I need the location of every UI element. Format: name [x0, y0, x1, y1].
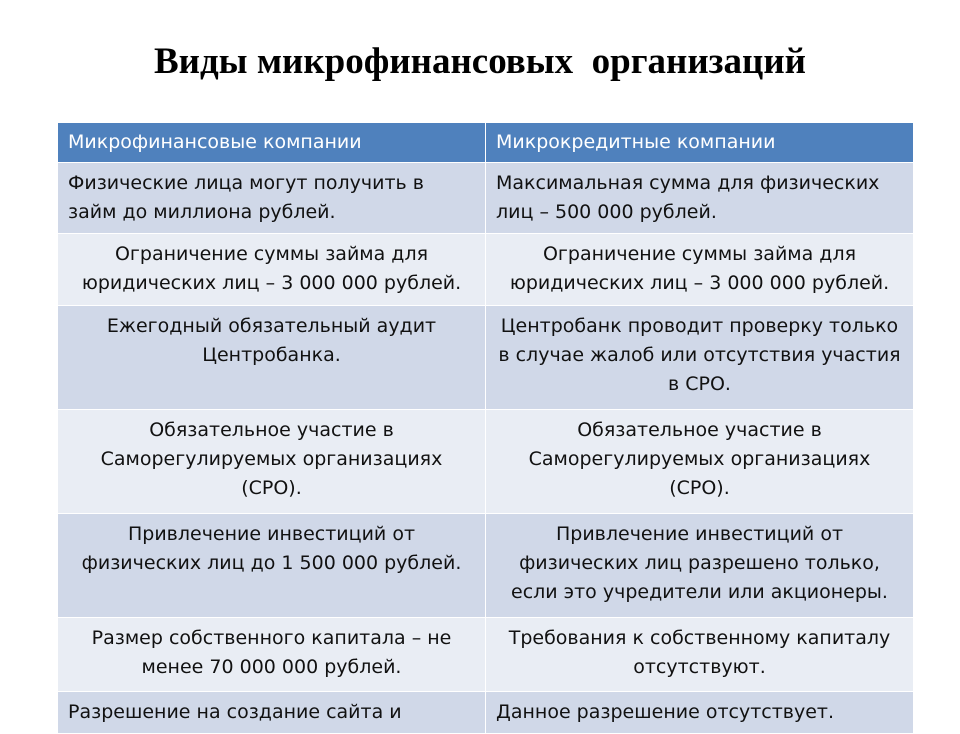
table-cell-right: Максимальная сумма для физических лиц – 500 000 рублей. [486, 163, 914, 234]
table-cell-right: Данное разрешение отсутствует. [486, 692, 914, 734]
table-row [58, 410, 914, 514]
table-row [58, 692, 914, 734]
table-cell-right: Ограничение суммы займа для юридических лиц – 3 000 000 рублей. [486, 234, 914, 306]
table-cell-left: Размер собственного капитала – не менее 70 000 000 рублей. [58, 618, 486, 692]
table-cell-right: Привлечение инвестиций от физических лиц разрешено только, если это учредители или акционеры. [486, 514, 914, 618]
table-row [58, 618, 914, 692]
table-cell-right: Центробанк проводит проверку только в случае жалоб или отсутствия участия в СРО. [486, 306, 914, 410]
table-header-row [58, 123, 914, 163]
column-header-microfinance: Микрофинансовые компании [58, 123, 486, 163]
table-row [58, 234, 914, 306]
table-cell-left: Разрешение на создание сайта и [58, 692, 486, 734]
table-cell-left: Ежегодный обязательный аудит Центробанка. [58, 306, 486, 410]
column-header-microcredit: Микрокредитные компании [486, 123, 914, 163]
comparison-table [57, 122, 914, 734]
table-cell-left: Обязательное участие в Саморегулируемых организациях (СРО). [58, 410, 486, 514]
table-row [58, 514, 914, 618]
table-cell-left: Привлечение инвестиций от физических лиц до 1 500 000 рублей. [58, 514, 486, 618]
table-cell-right: Обязательное участие в Саморегулируемых организациях (СРО). [486, 410, 914, 514]
table-row [58, 306, 914, 410]
table-cell-left: Физические лица могут получить в займ до миллиона рублей. [58, 163, 486, 234]
table-row [58, 163, 914, 234]
page-title: Виды микрофинансовых организаций [153, 41, 807, 82]
table-cell-left: Ограничение суммы займа для юридических лиц – 3 000 000 рублей. [58, 234, 486, 306]
table-cell-right: Требования к собственному капиталу отсутствуют. [486, 618, 914, 692]
